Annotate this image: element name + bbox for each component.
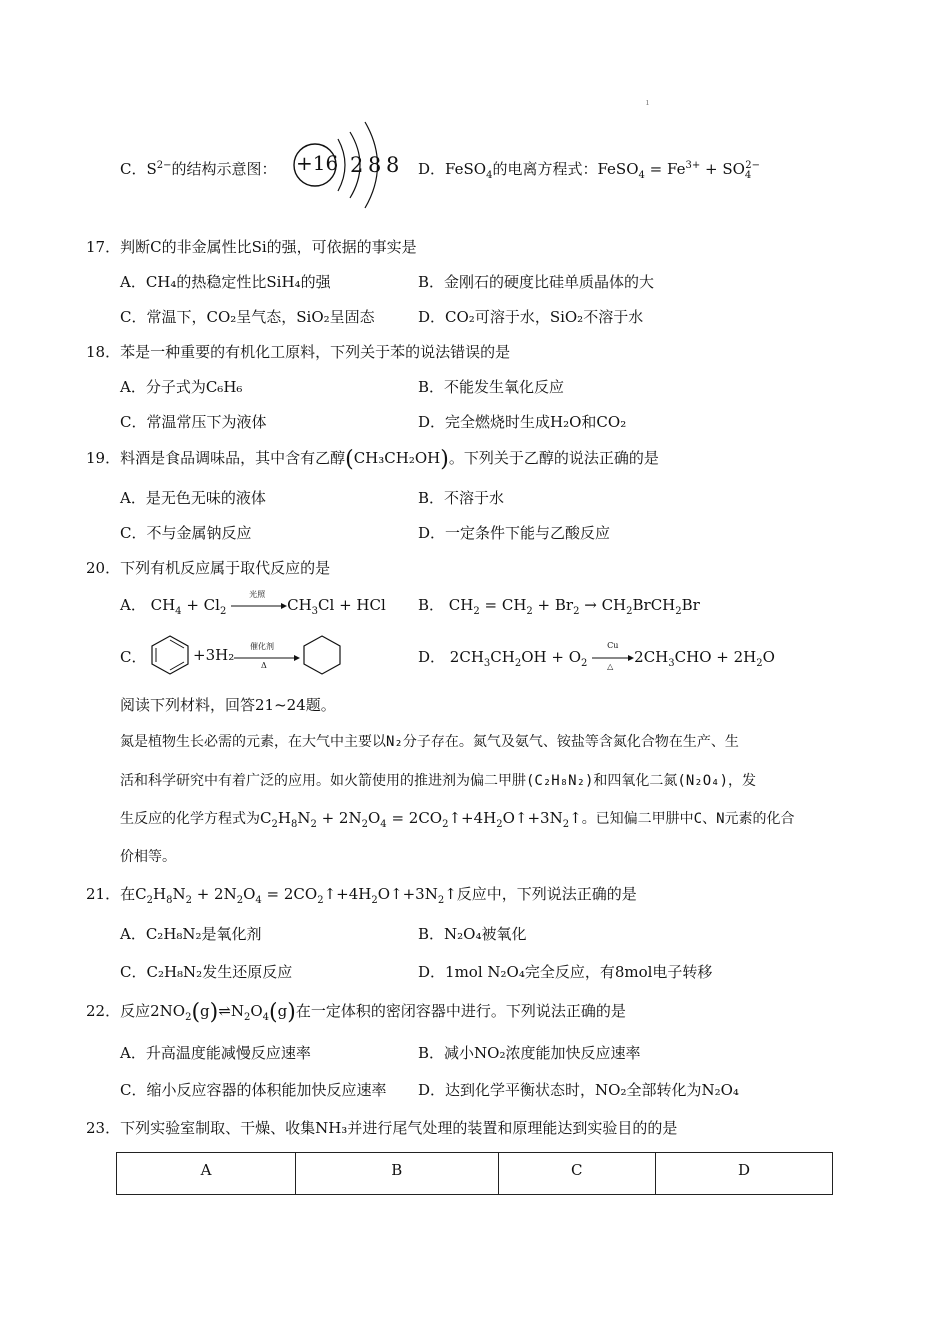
question-number: 19． [86,449,121,467]
reaction-arrow [231,601,287,611]
table-header-a: A [117,1153,296,1195]
question-number: 21． [86,885,121,903]
question-number: 17． [86,238,121,256]
page-mark: ı [646,98,649,108]
q17-stem [86,236,417,257]
option-label: D． [418,648,446,666]
q22-option-d: D．达到化学平衡状态时，NO₂全部转化为N₂O₄ [418,1081,739,1099]
benzene-structure [148,634,192,676]
reading-intro: 阅读下列材料，回答21~24题。 [120,696,336,714]
q18-option-a: A．分子式为C₆H₆ [120,378,243,396]
option-label: D． [418,160,446,178]
ethanol-formula: CH₃CH₂OH [353,449,441,467]
q20-option-c-label: C． [120,648,147,666]
q18-option-d: D．完全燃烧时生成H₂O和CO₂ [418,413,627,431]
table-row [117,1153,833,1195]
option-text: 的结构示意图： [171,160,277,178]
q22-stem: 22．反应$2NO_2(g)\rightleftharpoons N_2O_4(g)$在一定体积的密闭容器中进行。下列说法正确的是 [86,1000,626,1025]
q21-option-d: D．1mol N₂O₄完全反应，有8mol电子转移 [418,963,713,981]
q17-option-b: B．金刚石的硬度比硅单质晶体的大 [418,273,655,291]
q19-option-c: C．不与金属钠反应 [120,524,252,542]
shell-3-electrons: 8 [386,153,400,177]
ion-formula: $S^{2-}$ [146,160,172,178]
q22-option-c: C．缩小反应容器的体积能加快反应速率 [120,1081,387,1099]
nucleus-charge: +16 [296,151,339,175]
q17-option-d: D．CO₂可溶于水，SiO₂不溶于水 [418,308,644,326]
catalyst-label: 催化剂 [250,642,274,651]
q19-option-a: A．是无色无味的液体 [120,489,266,507]
question-text: 下列有机反应属于取代反应的是 [120,559,331,577]
q20-option-a: A． $CH_4 + Cl_2$ 光照 $CH_3Cl$ + HCl [120,590,386,617]
q20-stem [86,557,330,578]
shell-2-electrons: 8 [368,153,382,177]
question-number: 18． [86,343,121,361]
q21-stem: 21．在$C_2H_8N_2 + 2N_2O_4$ = $2CO_2↑+4H_2O↑+3N_2↑$反应中，下列说法正确的是 [86,885,637,906]
heat-label: Δ [261,661,267,670]
q17-option-a: A．CH₄的热稳定性比SiH₄的强 [120,273,331,291]
cyclohexane-structure [300,634,344,676]
heat-label: △ [607,662,614,671]
table-header-b: B [295,1153,498,1195]
question-text: 料酒是食品调味品，其中含有乙醇 [120,449,346,467]
passage-line-3: 生反应的化学方程式为$C_2H_8N_2 + 2N_2O_4$ = $2CO_2↑+4H_2O↑+3N_2↑$。已知偏二甲肼中C、N元素的化合 [120,809,795,830]
question-number: 23． [86,1119,121,1137]
question-text: 。下列关于乙醇的说法正确的是 [448,449,659,467]
hydrogen-reagent: +3H₂ [193,646,235,664]
q18-option-c: C．常温常压下为液体 [120,413,267,431]
question-text: 苯是一种重要的有机化工原料，下列关于苯的说法错误的是 [120,343,511,361]
option-label: A． [120,596,146,614]
q23-stem [86,1117,677,1138]
catalyst-label: Cu [607,641,619,650]
q19-stem: 19．料酒是食品调味品，其中含有乙醇(CH₃CH₂OH)。下列关于乙醇的说法正确的是 [86,447,659,472]
q20-option-d: D． $2CH_3CH_2OH + O_2$ Cu △ $2CH_3CHO + 2H_2O$ [418,641,775,671]
q19-option-d: D．一定条件下能与乙酸反应 [418,524,611,542]
q21-option-b: B．N₂O₄被氧化 [418,925,527,943]
reaction-arrow [234,653,300,663]
q16-option-c [120,158,277,179]
question-number: 22． [86,1002,121,1020]
q16-option-d: D．FeSO$_4$的电离方程式：FeSO$_4$ = $Fe^{3+} + SO_4^{2-}$ [418,160,761,181]
reaction-condition: 光照 [249,590,266,599]
q18-stem [86,341,510,362]
table-header-c: C [498,1153,655,1195]
passage-line-1: 氮是植物生长必需的元素，在大气中主要以N₂分子存在。氮气及氨气、铵盐等含氮化合物在生产、生 [120,734,739,750]
passage-line-2: 活和科学研究中有着广泛的应用。如火箭使用的推进剂为偏二甲肼(C₂H₈N₂)和四氧化二氮(N₂O₄)，发 [120,773,756,789]
table-header-d: D [655,1153,832,1195]
q22-option-b: B．减小NO₂浓度能加快反应速率 [418,1044,641,1062]
q21-option-a: A．C₂H₈N₂是氧化剂 [120,925,262,943]
q21-option-c: C．C₂H₈N₂发生还原反应 [120,963,293,981]
q20-option-b: B． $CH_2 = CH_2 + Br_2$ → $CH_2BrCH_2Br$ [418,596,700,617]
option-label: C． [120,160,147,178]
apparatus-table [116,1152,833,1195]
question-text: 下列实验室制取、干燥、收集NH₃并进行尾气处理的装置和原理能达到实验目的的是 [120,1119,678,1137]
question-text: 判断C的非金属性比Si的强，可依据的事实是 [120,238,417,256]
question-number: 20． [86,559,121,577]
option-label: B． [418,596,445,614]
option-text: 的电离方程式： [492,160,598,178]
q22-option-a: A．升高温度能减慢反应速率 [120,1044,311,1062]
passage-line-4: 价相等。 [120,849,176,865]
q17-option-c: C．常温下，CO₂呈气态，SiO₂呈固态 [120,308,375,326]
q18-option-b: B．不能发生氧化反应 [418,378,565,396]
q19-option-b: B．不溶于水 [418,489,505,507]
shell-1-electrons: 2 [350,153,364,177]
